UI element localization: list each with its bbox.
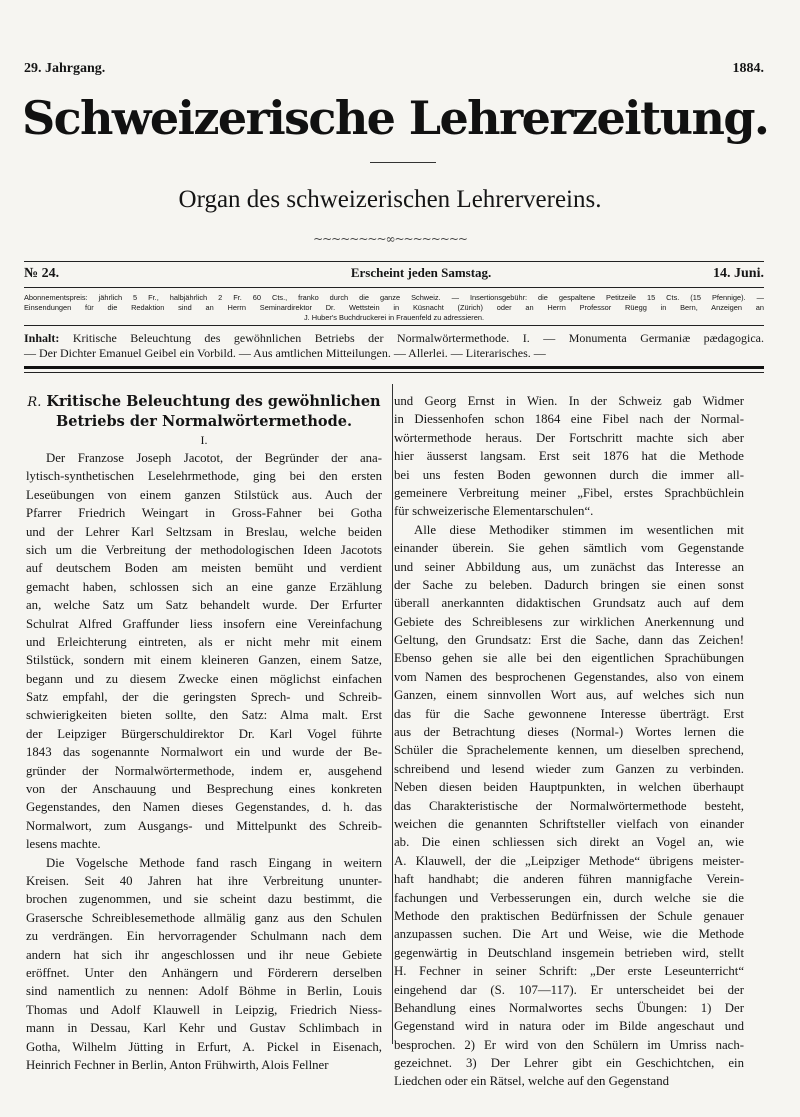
- info-rule: [24, 287, 764, 288]
- subscription-rule: [24, 325, 764, 326]
- text-line: Schüler die Sprachelemente kennen, um dieselben sprechend,: [394, 743, 744, 758]
- table-of-contents: [24, 331, 764, 361]
- text-line: Grasersche Schreiblesemethode allmälig ganz aus den Schulen: [26, 910, 382, 925]
- text-line: Neben diesen beiden Hauptpunkten, in welchen überhaupt: [394, 780, 744, 795]
- text-line: 1843 das sogenannte Normalwort ein und wurde der Be-: [26, 745, 382, 760]
- right-column-text: [394, 392, 744, 1091]
- ornament-divider: ~~~~~~~~∞~~~~~~~~: [313, 232, 467, 246]
- contents-text: Kritische Beleuchtung des gewöhnlichen Betriebs der Normalwörtermethode. I. — Monumenta Germaniæ pædagogica.: [72, 331, 764, 345]
- text-line: brochen zugenommen, und sie scheint dazu bestimmt, die: [26, 892, 382, 907]
- text-line: bei uns festen Boden gewonnen durch die immer all-: [394, 467, 744, 482]
- text-line: begann und zu diesem Zwecke einen möglichst einfachen: [26, 671, 382, 686]
- text-line: der Sache zu beleben. Dadurch bringen sie einen sonst: [394, 577, 744, 592]
- text-line: fachungen und Verbesserungen ein, durch welche sie die: [394, 890, 744, 905]
- issue-date: 14. Juni.: [713, 266, 764, 281]
- text-line: lesens machte.: [26, 837, 101, 852]
- subscription-line: Einsendungen für die Redaktion sind an Herrn Seminardirektor Dr. Wettstein in Küsnacht (Zürich) oder an Herrn Professor Rüegg in Bern, Anzeigen an: [24, 303, 764, 312]
- contents-line: — Der Dichter Emanuel Geibel ein Vorbild. — Aus amtlichen Mitteilungen. — Allerlei. — Literarisches. —: [24, 346, 546, 360]
- text-line: Ebenso gehen sie alle bei den eigentlichen Sprachübungen: [394, 651, 744, 666]
- text-line: das für die Sache gewonnene Interesse überträgt. Erst: [394, 706, 744, 721]
- contents-line: [24, 331, 764, 346]
- text-line: haft handhabt; die anderen führen mannigfache Verein-: [394, 872, 744, 887]
- text-line: eröffnet. Unter den Anhängern und Förderern derselben: [26, 965, 382, 980]
- text-line: Geltung, den Grundsatz: Erst die Sache, dann das Zeichen!: [394, 633, 744, 648]
- subscription-line: Abonnementspreis: jährlich 5 Fr., halbjährlich 2 Fr. 60 Cts., franko durch die ganze Schweiz. — Insertionsgebühr: die gespaltene Petitzeile 15 Cts. (15 Pfennige). —: [24, 293, 764, 302]
- text-line: und Erleichterung eintreten, als er nicht mehr mit einem: [26, 634, 382, 649]
- text-line: gemeinere Verbreitung meiner „Fibel, erstes Sprachbüchlein: [394, 485, 744, 500]
- contents-rule-top: [24, 366, 764, 369]
- subscription-notice: [24, 293, 764, 323]
- text-line: an, welche Satz um Satz behandelt wurde. Der Erfurter: [26, 598, 382, 613]
- issue-info-line: [24, 265, 764, 282]
- text-line: gezeichnet. 3) Der Lehrer gibt ein Geschichtchen, ein: [394, 1056, 744, 1071]
- text-line: und seiner Abbildung aus, um zunächst das Interesse an: [394, 559, 744, 574]
- text-line: Gegenstandes, den Namen dieses Gegenstandes, d. h. das: [26, 800, 382, 815]
- text-line: Pfarrer Friedrich Weingart in Gross-Fahner bei Gotha: [26, 506, 382, 521]
- masthead-subtitle: Organ des schweizerischen Lehrervereins.: [178, 186, 602, 213]
- text-line: überall anerkannten didaktischen Grundsatz auch auf dem: [394, 596, 744, 611]
- text-line: anzupassen suchen. Die Art und Weise, wie die Methode: [394, 927, 744, 942]
- text-line: für schweizerische Elementarschulen“.: [394, 504, 594, 519]
- text-line: das Charakteristische der Normalwörtermethode besteht,: [394, 798, 744, 813]
- article-title: [26, 392, 382, 412]
- text-line: und der Lehrer Karl Seltzsam in Breslau, welche beiden: [26, 524, 382, 539]
- text-line: vom Namen des besprochenen Gegenstandes, also von einem: [394, 669, 744, 684]
- column-divider: [392, 384, 393, 1044]
- text-line: Satz empfahl, der die geringsten Sprech- und Schreib-: [26, 690, 382, 705]
- section-number: I.: [200, 433, 208, 447]
- volume-label: 29. Jahrgang.: [24, 61, 106, 76]
- article-title-line: Kritische Beleuchtung des gewöhnlichen: [46, 393, 381, 410]
- text-line: Normalwort, zum Ausgangs- und Mittelpunkt des Schreib-: [26, 818, 382, 833]
- text-line: sich um die Verbreitung der methodologischen Ideen Jacotots: [26, 542, 382, 557]
- text-line: Stilstück, sondern mit einem kleineren Ganzen, einem Satze,: [26, 653, 382, 668]
- text-line: und Georg Ernst in Wien. In der Schweiz gab Widmer: [394, 394, 744, 408]
- text-line: Alle diese Methodiker stimmen im wesentlichen mit: [414, 522, 744, 537]
- text-line: Gegenstand wird in natura oder im Bilde angeschaut und: [394, 1019, 744, 1034]
- text-line: A. Klauwell, der die „Leipziger Methode“ übrigens meister-: [394, 853, 744, 868]
- text-line: Der Franzose Joseph Jacotot, der Begründer der ana-: [46, 451, 382, 465]
- text-line: einander überein. Sie gehen sämtlich vom Gegenstande: [394, 541, 744, 556]
- subscription-line: J. Huber's Buchdruckerei in Frauenfeld zu adressieren.: [303, 313, 485, 322]
- text-line: besprochen. 2) Er wird von den Schülern im Umriss nach-: [394, 1037, 744, 1052]
- text-line: in Diessenhofen schon 1864 eine Fibel nach der Normal-: [394, 412, 744, 427]
- left-column-text: [26, 449, 382, 1074]
- text-line: Ganzen, einem sinnvollen Wort aus, auf welches sich nun: [394, 688, 744, 703]
- text-line: eingehend dar (S. 107—117). Er unterscheidet bei der: [394, 982, 744, 997]
- title-divider: [370, 162, 436, 163]
- top-line: [24, 61, 764, 77]
- text-line: Gotha, Wilhelm Jütting in Erfurt, A. Pickel in Eisenach,: [26, 1039, 382, 1054]
- text-line: aus der Betrachtung dieses (Normal-) Wortes lernen die: [394, 725, 744, 740]
- text-line: Methode den praktischen Bedürfnissen der Schule genauer: [394, 908, 744, 923]
- header-rule: [24, 261, 764, 262]
- text-line: Liedchen oder ein Rätsel, welche auf den Gegenstand: [394, 1074, 670, 1089]
- text-line: gemacht haben, schlossen sich an eine ganze Erzählung: [26, 579, 382, 594]
- contents-rule-bottom: [24, 372, 764, 373]
- masthead-title: Schweizerische Lehrerzeitung.: [22, 91, 769, 145]
- issue-number: № 24.: [24, 266, 60, 281]
- text-line: Kreisen. Seit 40 Jahren hat ihre Verbreitung ununter-: [26, 873, 382, 888]
- text-line: Leseübungen von einem ganzen Stilstück aus. Auch der: [26, 487, 382, 502]
- right-column: [394, 392, 744, 1091]
- text-line: Schulrat Alfred Graffunder liess insofern eine Vereinfachung: [26, 616, 382, 631]
- text-line: Gebiete des Schreiblesens zur wirklichen Anerkennung und: [394, 614, 744, 629]
- text-line: von der Anschauung und Besprechung eines konkreten: [26, 782, 382, 797]
- contents-label: Inhalt:: [24, 331, 60, 345]
- text-line: zu verdrängen. Ein hervorragender Schulmann nach dem: [26, 929, 382, 944]
- text-line: Thomas und Adolf Klauwell in Leipzig, Friedrich Niess-: [26, 1002, 382, 1017]
- text-line: Die Vogelsche Methode fand rasch Eingang in weitern: [46, 855, 382, 870]
- text-line: gründer der Normalwörtermethode, indem er, ausgehend: [26, 763, 382, 778]
- article-title-line: Betriebs der Normalwörtermethode.: [55, 413, 352, 430]
- text-line: lytisch-synthetischen Leselehrmethode, ging bei den ersten: [26, 469, 382, 484]
- text-line: andern hat sich ihr angeschlossen und ihr neue Gebiete: [26, 947, 382, 962]
- text-line: wörtermethode heraus. Der Fortschritt machte sich aber: [394, 430, 744, 445]
- text-line: sind namentlich zu nennen: Adolf Böhme in Berlin, Louis: [26, 984, 382, 999]
- text-line: schwierigkeiten bieten sollte, den Satz: Alma malt. Erst: [26, 708, 382, 723]
- text-line: H. Fechner in seiner Schrift: „Der erste Leseunterricht“: [394, 964, 744, 979]
- left-column: [26, 392, 382, 1074]
- text-line: auf deutschem Boden am meisten bemüht und verdient: [26, 561, 382, 576]
- text-line: ab. Die einen schliessen sich direkt an Vogel an, wie: [394, 835, 744, 850]
- publication-frequency: Erscheint jeden Samstag.: [350, 265, 492, 280]
- text-line: schreibend und lesend wieder zum Ganzen zu verbinden.: [394, 761, 744, 776]
- text-line: Behandlung eines Normalwortes sechs Übungen: 1) Der: [394, 1000, 744, 1015]
- text-line: Heinrich Fechner in Berlin, Anton Frühwirth, Alois Fellner: [26, 1057, 329, 1072]
- author-mark: R.: [27, 395, 42, 410]
- year-label: 1884.: [732, 61, 764, 76]
- text-line: mann in Dessau, Karl Kehr und Gustav Schlimbach in: [26, 1021, 382, 1036]
- text-line: hier äusserst langsam. Erst seit 1876 hat die Methode: [394, 449, 744, 464]
- text-line: der Leipziger Bürgerschuldirektor Dr. Karl Vogel führte: [26, 726, 382, 741]
- text-line: weichen die genannten Schriftsteller vielfach von einander: [394, 816, 744, 831]
- text-line: gegenwärtig in Deutschland insgemein betrieben wird, stellt: [394, 945, 744, 960]
